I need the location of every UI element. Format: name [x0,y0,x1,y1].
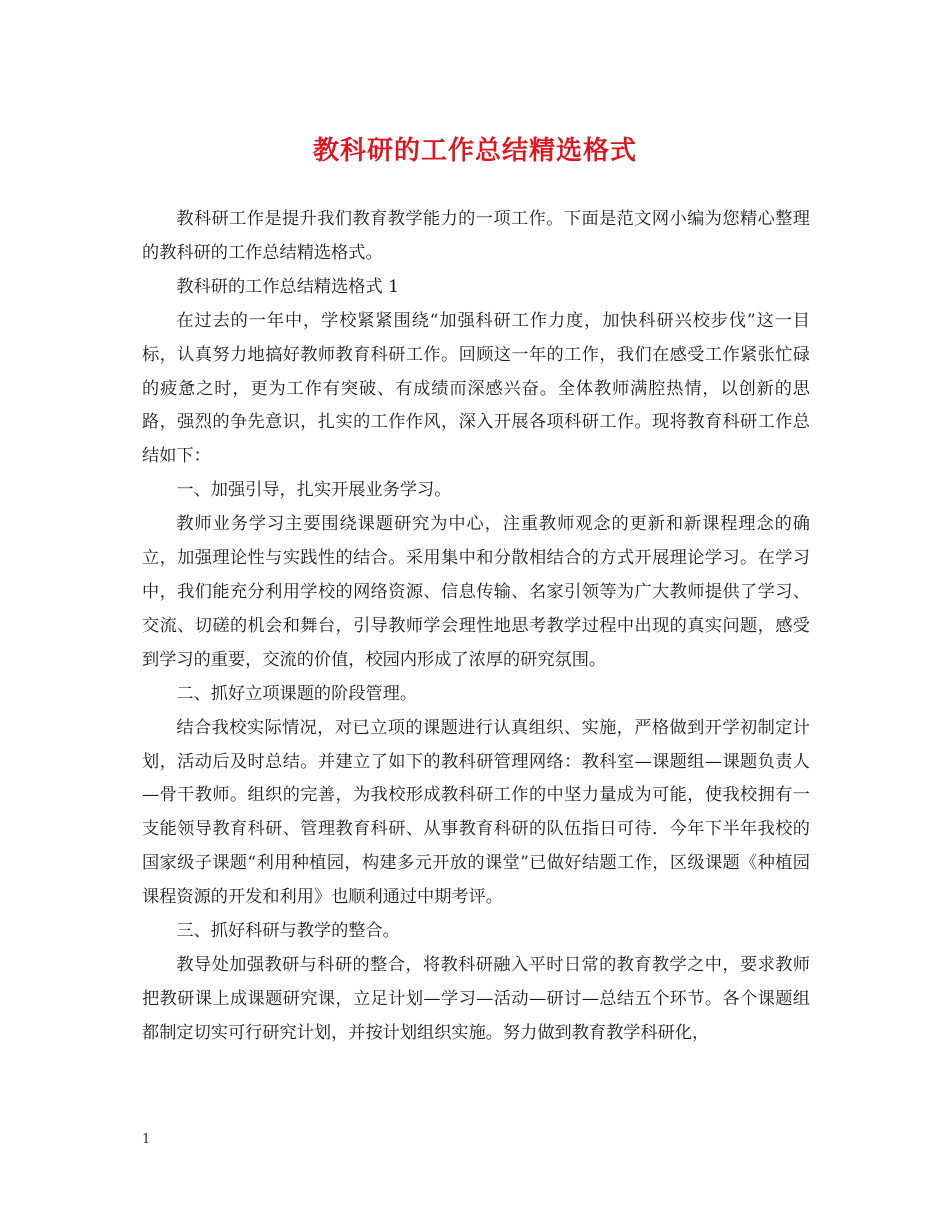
paragraph-section-2: 结合我校实际情况，对已立项的课题进行认真组织、实施，严格做到开学初制定计划，活动后及时总结。并建立了如下的教科研管理网络：教科室—课题组—课题负责人—骨干教师。组织的完善，为我校形成教科研工作的中坚力量成为可能，使我校拥有一支能领导教育科研、管理教育科研、从事教育科研的队伍指日可待．今年下半年我校的国家级子课题“利用种植园，构建多元开放的课堂”已做好结题工作，区级课题《种植园课程资源的开发和利用》也顺利通过中期考评。 [142,717,810,908]
document-title: 教科研的工作总结精选格式 [312,136,637,166]
section-heading-1: 一、加强引导，扎实开展业务学习。 [176,480,452,501]
paragraph-overview: 在过去的一年中，学校紧紧围绕“加强科研工作力度，加快科研兴校步伐”这一目标，认真努力地搞好教师教育科研工作。回顾这一年的工作，我们在感受工作紧张忙碌的疲惫之时，更为工作有突破、有成绩而深感兴奋。全体教师满腔热情，以创新的思路，强烈的争先意识，扎实的工作作风，深入开展各项科研工作。现将教育科研工作总结如下： [142,310,810,467]
document-body [142,203,810,1051]
paragraph-subtitle: 教科研的工作总结精选格式 1 [176,276,400,297]
section-heading-3: 三、抓好科研与教学的整合。 [176,921,400,942]
paragraph-section-1: 教师业务学习主要围绕课题研究为中心，注重教师观念的更新和新课程理念的确立，加强理论性与实践性的结合。采用集中和分散相结合的方式开展理论学习。在学习中，我们能充分利用学校的网络资源、信息传输、名家引领等为广大教师提供了学习、交流、切磋的机会和舞台，引导教师学会理性地思考教学过程中出现的真实问题，感受到学习的重要，交流的价值，校园内形成了浓厚的研究氛围。 [142,514,810,670]
paragraph-section-3: 教导处加强教研与科研的整合，将教科研融入平时日常的教育教学之中，要求教师把教研课上成课题研究课，立足计划—学习—活动—研讨—总结五个环节。各个课题组都制定切实可行研究计划，并按计划组织实施。努力做到教育教学科研化， [142,954,810,1043]
section-heading-2: 二、抓好立项课题的阶段管理。 [176,683,418,704]
paragraph-intro: 教科研工作是提升我们教育教学能力的一项工作。下面是范文网小编为您精心整理的教科研的工作总结精选格式。 [142,209,810,263]
page-number: 1 [142,1132,151,1147]
